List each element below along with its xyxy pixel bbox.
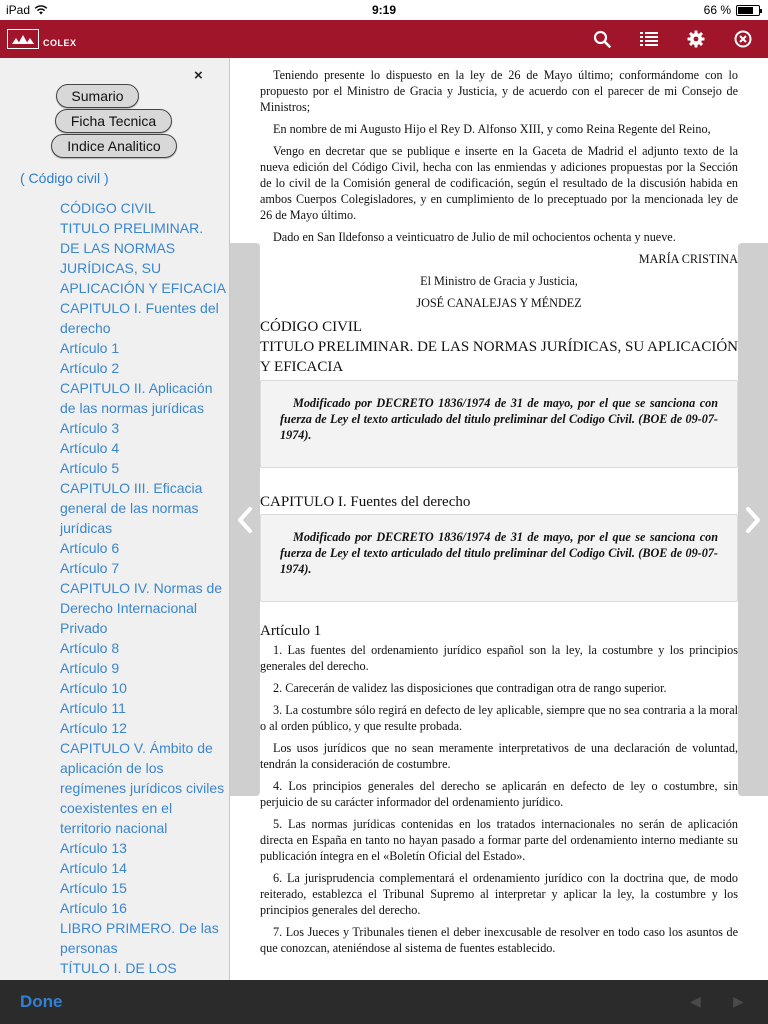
toc-item[interactable]: Artículo 5 [60, 460, 120, 476]
preamble-paragraph: Vengo en decretar que se publique e inserte en la Gaceta de Madrid el adjunto texto de la nueva edición del Código Civil, hecha con las enmiendas y adiciones propuestas por la Sección de lo civil de la Comisión general de codificación, según el resultado de la discusión habida en ambos Cuerpos Colegisladores, y en cumplimiento de lo preceptuado por la mencionada ley de 26 de Mayo último. [260, 144, 738, 222]
articulo-paragraph: 2. Carecerán de validez las disposiciones que contradigan otra de rango superior. [273, 681, 667, 695]
sumario-button[interactable]: Sumario [56, 84, 139, 108]
toc-item[interactable]: CAPITULO III. Eficacia general de las normas jurídicas [60, 480, 203, 536]
colex-logo[interactable] [7, 29, 77, 49]
toc-item[interactable]: Artículo 7 [60, 560, 120, 576]
next-page-tab[interactable] [738, 243, 768, 796]
minister-name: JOSÉ CANALEJAS Y MÉNDEZ [416, 296, 582, 310]
articulo-paragraph: 4. Los principios generales del derecho se aplicarán en defecto de ley o costumbre, sin perjuicio de su carácter informador del ordenamiento jurídico. [260, 779, 738, 809]
sidebar-close-icon[interactable]: × [194, 67, 203, 84]
heading-titulo-preliminar: TITULO PRELIMINAR. DE LAS NORMAS JURÍDICAS, SU APLICACIÓN Y EFICACIA [260, 339, 738, 375]
settings-button[interactable] [685, 28, 707, 50]
search-button[interactable] [591, 28, 613, 50]
close-circle-icon [734, 30, 752, 48]
chevron-right-icon [745, 506, 761, 534]
toc-item[interactable]: CAPITULO I. Fuentes del derecho [60, 300, 219, 336]
list-icon [640, 31, 658, 47]
table-of-contents-button[interactable] [638, 28, 660, 50]
toc-item[interactable]: LIBRO PRIMERO. De las personas [60, 920, 219, 956]
modification-note-text: Modificado por DECRETO 1836/1974 de 31 de mayo, por el que se sanciona con fuerza de Ley el texto articulado del titulo preliminar del Codigo Civil. (BOE de 09-07-1974). [280, 396, 718, 442]
toc-item[interactable]: TITULO PRELIMINAR. DE LAS NORMAS JURÍDICAS, SU APLICACIÓN Y EFICACIA [60, 220, 226, 296]
device-name: iPad [6, 3, 31, 17]
articulo-paragraph: Los usos jurídicos que no sean meramente interpretativos de una declaración de voluntad, tendrán la consideración de costumbre. [260, 741, 738, 771]
preamble-paragraph: Dado en San Ildefonso a veinticuatro de Julio de mil ochocientos ochenta y nueve. [273, 230, 676, 244]
toc-item[interactable]: Artículo 1 [60, 340, 120, 356]
articulo-paragraph: 5. Las normas jurídicas contenidas en los tratados internacionales no serán de aplicación directa en España en tanto no hayan pasado a formar parte del ordenamiento interno mediante su publicación íntegra en el «Boletín Oficial del Estado». [260, 817, 738, 863]
toc-item[interactable]: Artículo 3 [60, 420, 120, 436]
previous-page-tab[interactable] [230, 243, 260, 796]
toc-item[interactable]: Artículo 11 [60, 700, 126, 716]
close-document-button[interactable] [732, 28, 754, 50]
toc-item[interactable]: Artículo 8 [60, 640, 120, 656]
preamble-paragraph: Teniendo presente lo dispuesto en la ley de 26 de Mayo último; conformándome con lo propuesto por el Ministro de Gracia y Justicia, y de acuerdo con el parecer de mi Consejo de Ministros; [260, 68, 738, 114]
document-view[interactable] [230, 58, 768, 980]
toc-item[interactable]: Artículo 14 [60, 860, 127, 876]
gear-icon [687, 30, 705, 48]
articulo-paragraph: 6. La jurisprudencia complementará el ordenamiento jurídico con la doctrina que, de modo reiterado, establezca el Tribunal Supremo al interpretar y aplicar la ley, la costumbre y los principios generales del derecho. [260, 871, 738, 917]
heading-capitulo-1: CAPITULO I. Fuentes del derecho [260, 494, 471, 510]
modification-note-text: Modificado por DECRETO 1836/1974 de 31 de mayo, por el que se sanciona con fuerza de Ley el texto articulado del titulo preliminar del Codigo Civil. (BOE de 09-07-1974). [280, 530, 718, 576]
app-bar [0, 20, 768, 58]
articulo-1-body [260, 642, 738, 956]
sidebar [0, 58, 230, 980]
toc-item[interactable]: CAPITULO IV. Normas de Derecho Internacional Privado [60, 580, 223, 636]
toc-item[interactable]: Artículo 4 [60, 440, 120, 456]
done-button[interactable]: Done [20, 992, 63, 1011]
logo-text: COLEX [43, 38, 77, 48]
toc-list [60, 198, 226, 978]
toc-item[interactable]: CAPITULO V. Ámbito de aplicación de los regímenes jurídicos civiles coexistentes en el territorio nacional [60, 740, 225, 836]
articulo-paragraph: 3. La costumbre sólo regirá en defecto de ley aplicable, siempre que no sea contraria a la moral o al orden público, y que resulte probada. [260, 703, 738, 733]
toc-item[interactable]: CÓDIGO CIVIL [60, 200, 156, 216]
forward-arrow-icon[interactable]: ▶ [733, 993, 744, 1009]
bottom-toolbar [0, 980, 768, 1024]
logo-mark-icon [7, 29, 39, 49]
preamble-paragraph: En nombre de mi Augusto Hijo el Rey D. Alfonso XIII, y como Reina Regente del Reino, [273, 122, 711, 136]
toc-item[interactable]: Artículo 16 [60, 900, 127, 916]
battery-icon [736, 5, 760, 16]
minister-title: El Ministro de Gracia y Justicia, [420, 274, 578, 288]
heading-code: CÓDIGO CIVIL [260, 319, 363, 335]
sidebar-context-link[interactable]: ( Código civil ) [20, 170, 109, 186]
toc-item[interactable]: Artículo 12 [60, 720, 127, 736]
toc-item[interactable]: Artículo 10 [60, 680, 127, 696]
toc-item[interactable]: TÍTULO I. DE LOS [60, 960, 177, 976]
search-icon [593, 30, 611, 48]
signature: MARÍA CRISTINA [638, 252, 738, 266]
articulo-paragraph: 7. Los Jueces y Tribunales tienen el deber inexcusable de resolver en todo caso los asuntos de que conozcan, ateniéndose al sistema de fuentes establecido. [260, 925, 738, 955]
articulo-1-title: Artículo 1 [260, 623, 322, 639]
toc-item[interactable]: Artículo 6 [60, 540, 120, 556]
status-time: 9:19 [371, 3, 397, 17]
status-right [704, 3, 760, 17]
ficha-tecnica-button[interactable]: Ficha Tecnica [55, 109, 172, 133]
articulo-paragraph: 1. Las fuentes del ordenamiento jurídico español son la ley, la costumbre y los principios generales del derecho. [260, 643, 738, 673]
document-body [260, 67, 738, 962]
battery-fill [738, 7, 753, 14]
toc-item[interactable]: Artículo 2 [60, 360, 120, 376]
toc-item[interactable]: Artículo 15 [60, 880, 127, 896]
chevron-left-icon [237, 506, 253, 534]
toc-item[interactable]: Artículo 13 [60, 840, 127, 856]
modification-note [260, 514, 738, 602]
battery-percent: 66 % [703, 3, 731, 17]
toc-item[interactable]: CAPITULO II. Aplicación de las normas jurídicas [60, 380, 213, 416]
modification-note [260, 380, 738, 468]
status-bar [0, 0, 768, 20]
indice-analitico-button[interactable]: Indice Analitico [51, 134, 177, 158]
toc-item[interactable]: Artículo 9 [60, 660, 120, 676]
back-arrow-icon[interactable]: ◀ [690, 993, 701, 1009]
